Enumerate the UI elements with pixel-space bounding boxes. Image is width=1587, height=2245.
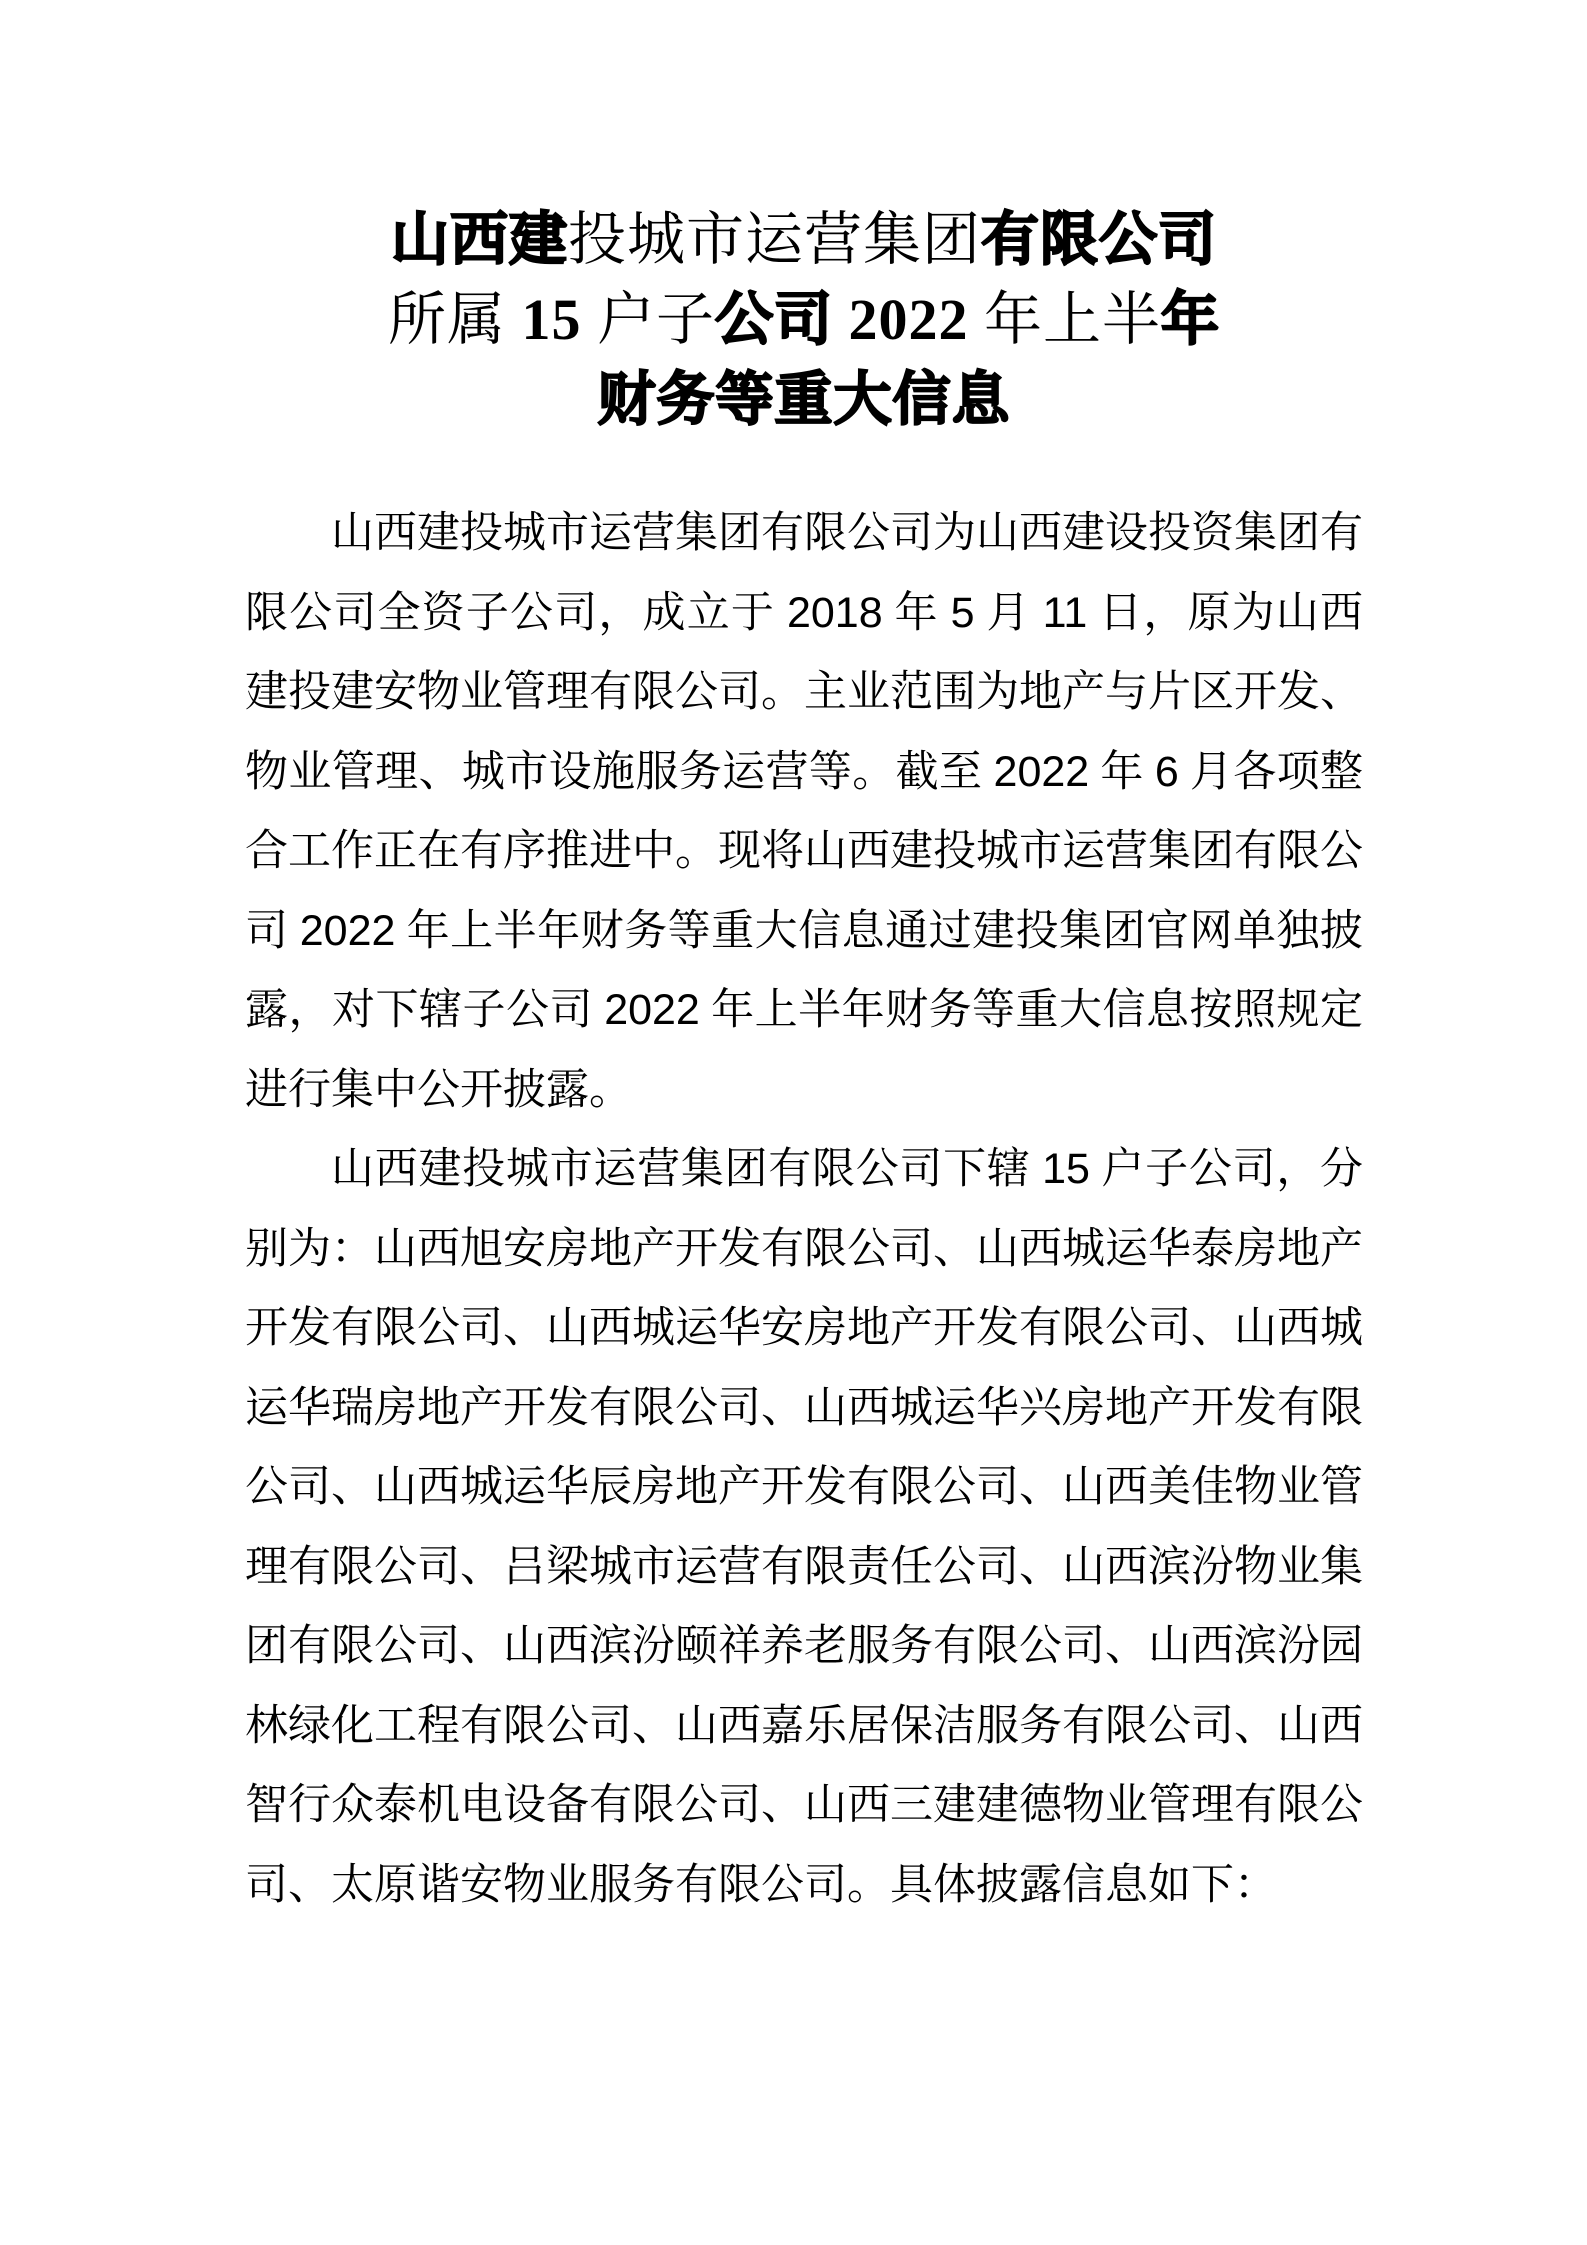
body-paragraph bbox=[245, 494, 1363, 1130]
text-segment: 2022 bbox=[604, 986, 700, 1034]
text-segment: 日，原为山西建投建安物业管理有限公司。主业范围为地产与片区开发、物业管理、城市设施服务运营等。截至 bbox=[245, 589, 1364, 796]
text-segment: 11 bbox=[1042, 588, 1088, 637]
text-segment: 有限公司 bbox=[981, 207, 1218, 272]
text-segment: 2022 bbox=[993, 747, 1090, 796]
text-segment: 年 bbox=[882, 589, 951, 637]
text-segment: 2022 bbox=[299, 906, 396, 955]
title-line bbox=[245, 280, 1363, 360]
document-body bbox=[245, 494, 1363, 1925]
text-segment: 公司 bbox=[714, 287, 833, 352]
text-segment: 2022 bbox=[848, 287, 969, 352]
text-segment: 年 bbox=[1089, 748, 1155, 796]
text-segment: 年上半 bbox=[968, 287, 1162, 352]
text-segment: 山西建 bbox=[390, 207, 568, 272]
text-segment: 投城市运营集团 bbox=[567, 207, 981, 272]
text-segment: 户子公司，分别为：山西旭安房地产开发有限公司、山西城运华泰房地产开发有限公司、山西城运华安房地产开发有限公司、山西城运华瑞房地产开发有限公司、山西城运华兴房地产开发有限公司、山西城运华辰房地产开发有限公司、山西美佳物业管理有限公司、吕梁城市运营有限责任公司、山西滨汾物业集团有限公司、山西滨汾颐祥养老服务有限公司、山西滨汾园林绿化工程有限公司、山西嘉乐居保洁服务有限公司、山西智行众泰机电设备有限公司、山西三建建德物业管理有限公司、太原谐安物业服务有限公司。具体披露信息如下： bbox=[245, 1146, 1364, 1909]
body-paragraph bbox=[245, 1130, 1363, 1925]
text-segment: 山西建投城市运营集团有限公司下辖 bbox=[331, 1146, 1043, 1193]
text-segment: 山西建投城市运营集团有限公司为山西建设投资集团有限公司全资子公司，成立于 bbox=[245, 510, 1363, 637]
document-title bbox=[245, 0, 1363, 440]
text-segment: 年上半年财务等重大信息按照规定进行集中公开披露。 bbox=[245, 987, 1364, 1114]
text-segment: 所属 bbox=[387, 287, 522, 352]
title-line bbox=[245, 200, 1363, 280]
text-segment: 6 bbox=[1154, 747, 1179, 796]
text-segment: 户子 bbox=[581, 287, 715, 352]
text-segment: 财务等重大信息 bbox=[597, 367, 1011, 432]
text-segment: 年上半年财务等重大信息通过建投集团官网单独披露，对下辖子公司 bbox=[245, 907, 1364, 1034]
text-segment bbox=[833, 287, 849, 352]
text-segment: 月各项整合工作正在有序推进中。现将山西建投城市运营集团有限公司 bbox=[245, 748, 1364, 955]
text-segment: 2018 bbox=[786, 588, 883, 637]
text-segment: 年 bbox=[1161, 287, 1221, 352]
text-segment: 月 bbox=[974, 589, 1043, 637]
title-line bbox=[245, 360, 1363, 440]
text-segment: 15 bbox=[521, 287, 582, 352]
text-segment: 5 bbox=[950, 588, 975, 637]
text-segment: 15 bbox=[1042, 1145, 1090, 1193]
